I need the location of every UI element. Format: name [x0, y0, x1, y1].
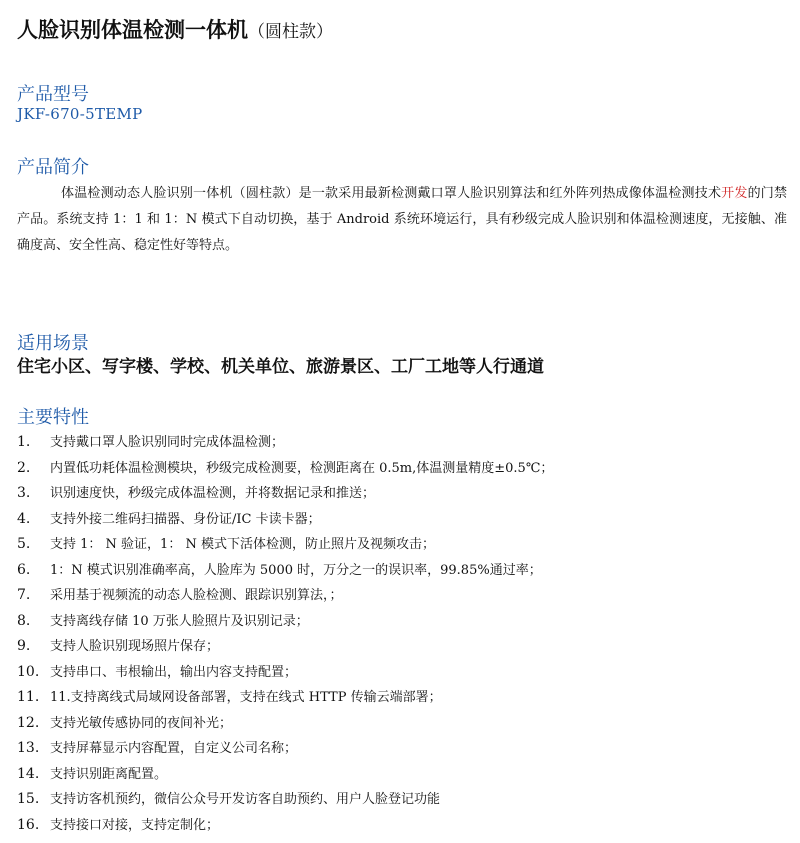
- feature-item: [17, 787, 553, 813]
- feature-number: 1.: [17, 434, 31, 450]
- feature-number: 13.: [17, 740, 40, 756]
- feature-number: 7.: [17, 587, 31, 603]
- intro-paragraph: [17, 181, 787, 259]
- feature-text: 支持戴口罩人脸识别同时完成体温检测；: [50, 435, 285, 450]
- feature-number: 5.: [17, 536, 31, 552]
- feature-text: 内置低功耗体温检测模块，秒级完成检测要，检测距离在 0.5m,体温测量精度±0.5℃；: [50, 460, 554, 476]
- feature-number: 8.: [17, 612, 31, 629]
- feature-text: 1：N 模式识别准确率高，人脸库为 5000 时，万分之一的误识率，99.85%通过率；: [50, 562, 542, 578]
- feature-item: [17, 583, 553, 609]
- feature-item: [17, 430, 553, 456]
- feature-number: 10.: [17, 663, 40, 680]
- feature-text: 支持串口、韦根输出，输出内容支持配置；: [50, 664, 298, 680]
- feature-text: 采用基于视频流的动态人脸检测、跟踪识别算法，；: [50, 588, 343, 603]
- feature-item: [17, 609, 553, 635]
- feature-number: 15.: [17, 791, 40, 807]
- feature-number: 9.: [17, 638, 31, 654]
- intro-text-highlight: 开发: [721, 186, 748, 201]
- feature-text: 支持光敏传感协同的夜间补光；: [50, 715, 233, 731]
- intro-text-part1: 体温检测动态人脸识别一体机（圆柱款）是一款采用最新检测戴口罩人脸识别算法和红外阵列热成像体温检测技术: [61, 186, 722, 201]
- title-main: 人脸识别体温检测一体机: [17, 18, 248, 42]
- feature-number: 2.: [17, 459, 31, 476]
- feature-text: 支持接口对接，支持定制化；: [50, 817, 220, 833]
- feature-item: [17, 481, 553, 507]
- feature-item: [17, 685, 553, 711]
- feature-item: [17, 507, 553, 533]
- title-sub: （圆柱款）: [248, 22, 333, 42]
- feature-item: [17, 813, 553, 839]
- feature-item: [17, 736, 553, 762]
- feature-text: 识别速度快，秒级完成体温检测，并将数据记录和推送；: [50, 486, 376, 501]
- intro-heading: 产品简介: [17, 157, 89, 178]
- feature-text: 支持人脸识别现场照片保存；: [50, 639, 220, 654]
- feature-text: 支持外接二维码扫描器、身份证/IC 卡读卡器；: [50, 511, 321, 527]
- feature-item: [17, 762, 553, 788]
- scenes-heading: 适用场景: [17, 333, 89, 354]
- feature-text: 支持屏幕显示内容配置，自定义公司名称；: [50, 741, 298, 756]
- page-title: [17, 14, 333, 44]
- feature-number: 11.: [17, 689, 40, 705]
- feature-number: 4.: [17, 510, 31, 527]
- model-heading: 产品型号: [17, 84, 89, 105]
- feature-item: [17, 456, 553, 482]
- feature-number: 14.: [17, 765, 40, 782]
- feature-item: [17, 634, 553, 660]
- features-heading: 主要特性: [17, 407, 89, 428]
- feature-number: 12.: [17, 714, 40, 731]
- model-number: JKF-670-5TEMP: [17, 105, 143, 123]
- scenes-text: 住宅小区、写字楼、学校、机关单位、旅游景区、工厂工地等人行通道: [17, 357, 544, 377]
- feature-item: [17, 711, 553, 737]
- feature-list: [17, 430, 553, 838]
- feature-item: [17, 558, 553, 584]
- feature-number: 6.: [17, 561, 31, 578]
- feature-item: [17, 660, 553, 686]
- feature-item: [17, 532, 553, 558]
- feature-number: 16.: [17, 816, 40, 833]
- intro-text-part2: 的门禁产品。系统支持 1：1 和 1：N 模式下自动切换，基于 Android 系统环境运行，具有秒级完成人脸识别和体温检测速度，无接触、准确度高、安全性高、稳定性好等特点。: [17, 186, 787, 253]
- feature-text: 11.支持离线式局域网设备部署，支持在线式 HTTP 传输云端部署；: [50, 690, 442, 705]
- feature-text: 支持 1： N 验证，1： N 模式下活体检测，防止照片及视频攻击；: [50, 537, 435, 552]
- feature-text: 支持离线存储 10 万张人脸照片及识别记录；: [50, 613, 309, 629]
- feature-text: 支持识别距离配置。: [50, 766, 168, 782]
- feature-text: 支持访客机预约，微信公众号开发访客自助预约、用户人脸登记功能: [50, 792, 441, 807]
- feature-number: 3.: [17, 485, 31, 501]
